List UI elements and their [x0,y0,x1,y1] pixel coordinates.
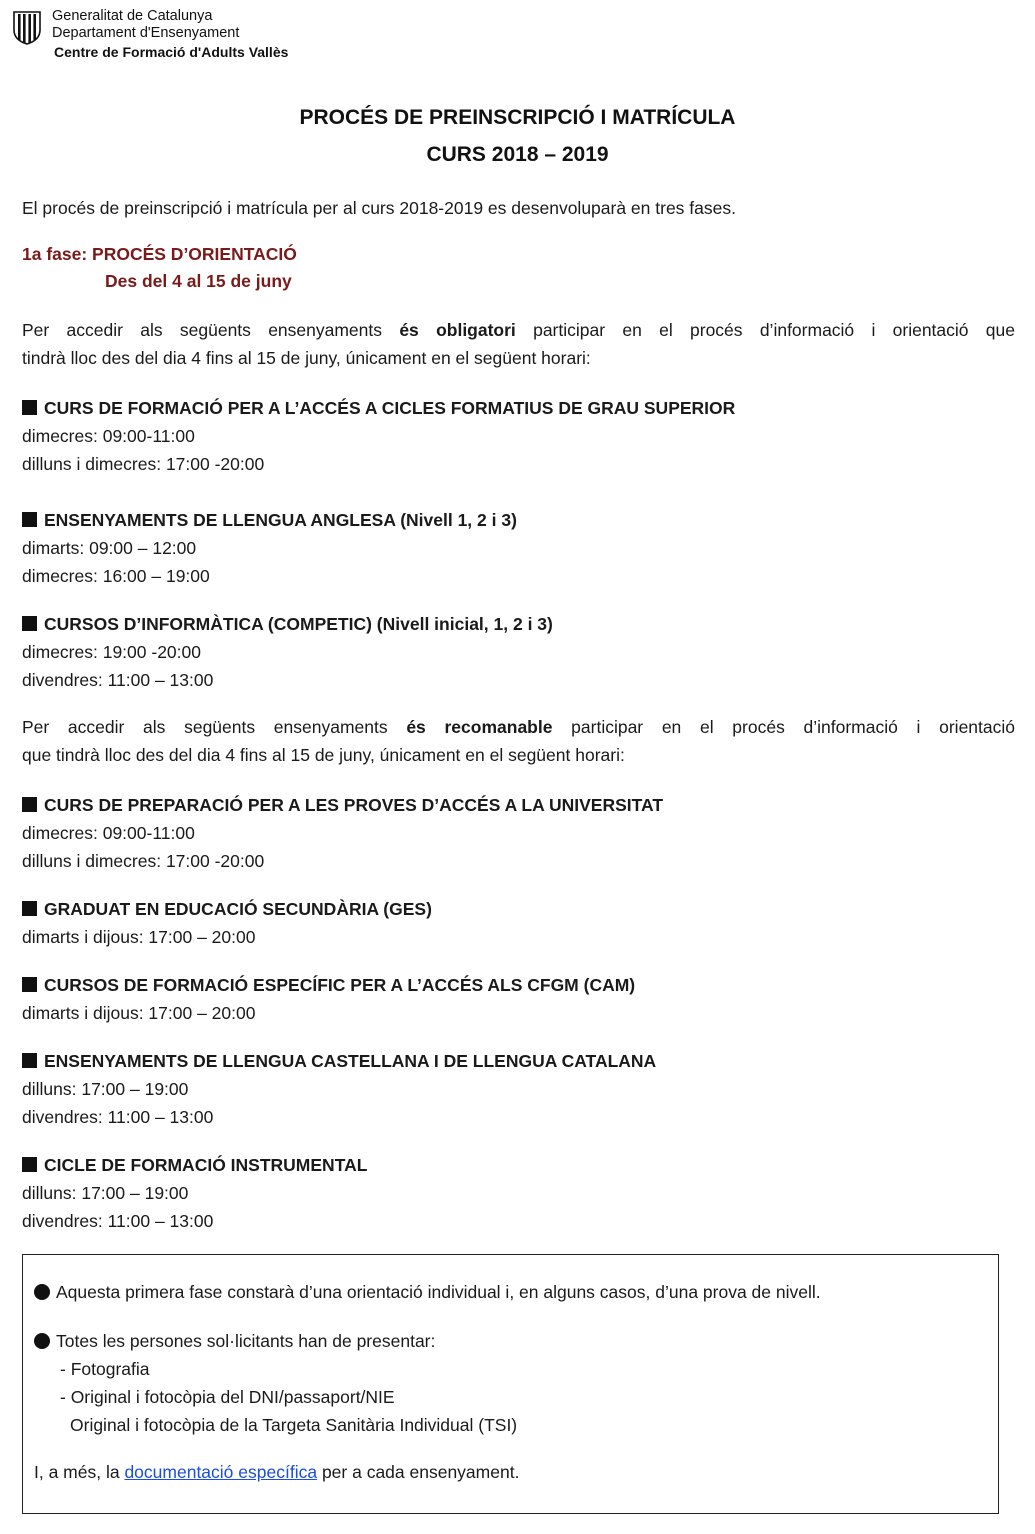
section-title-text: CICLE DE FORMACIÓ INSTRUMENTAL [44,1155,368,1175]
schedule-line: dimarts i dijous: 17:00 – 20:00 [22,927,256,947]
box-item-1: - Fotografia [60,1359,150,1379]
square-bullet-icon [22,797,37,812]
section-cam [22,971,635,1027]
square-bullet-icon [22,400,37,415]
schedule-line: dilluns: 17:00 – 19:00 [22,1183,189,1203]
section-title-text: CURSOS D’INFORMÀTICA (COMPETIC) (Nivell inicial, 1, 2 i 3) [44,614,553,634]
mandatory-bold-2: obligatori [436,320,516,340]
phase-label: 1a fase: PROCÉS D’ORIENTACIÓ [22,244,297,264]
section-title-text: CURS DE FORMACIÓ PER A L’ACCÉS A CICLES FORMATIUS DE GRAU SUPERIOR [44,398,736,418]
box-footer-post: per a cada ensenyament. [317,1462,520,1482]
schedule-line: dimecres: 16:00 – 19:00 [22,566,210,586]
section-informatica [22,610,553,694]
mandatory-bold-1: és [399,320,419,340]
square-bullet-icon [22,512,37,527]
section-title-text: GRADUAT EN EDUCACIÓ SECUNDÀRIA (GES) [44,899,432,919]
section-title [22,971,635,999]
section-instrumental [22,1151,367,1235]
page-subtitle: CURS 2018 – 2019 [426,143,609,166]
schedule-line: divendres: 11:00 – 13:00 [22,1107,214,1127]
box-bullet-1 [34,1278,821,1306]
section-title [22,1047,656,1075]
schedule-line: dilluns i dimecres: 17:00 -20:00 [22,851,265,871]
schedule-line: dimarts: 09:00 – 12:00 [22,538,197,558]
section-llengua [22,1047,656,1131]
schedule-line: divendres: 11:00 – 13:00 [22,1211,214,1231]
schedule-line: dilluns: 17:00 – 19:00 [22,1079,189,1099]
mandatory-line-2: tindrà lloc des del dia 4 fins al 15 de juny, únicament en el següent horari: [22,348,591,368]
section-title [22,610,553,638]
box-footer-pre: I, a més, la [34,1462,125,1482]
header-line-3: Centre de Formació d'Adults Vallès [54,44,289,60]
section-ges [22,895,432,951]
schedule-line: dimarts i dijous: 17:00 – 20:00 [22,1003,256,1023]
box-bullet-1-text: Aquesta primera fase constarà d’una orientació individual i, en alguns casos, d’una prova de nivell. [56,1282,821,1302]
section-title-text: ENSENYAMENTS DE LLENGUA CASTELLANA I DE LLENGUA CATALANA [44,1051,657,1071]
square-bullet-icon [22,616,37,631]
page-title: PROCÉS DE PREINSCRIPCIÓ I MATRÍCULA [299,106,736,129]
section-title [22,791,663,819]
section-angles [22,506,517,590]
circle-bullet-icon [34,1284,50,1300]
mandatory-line-1 [22,316,1015,344]
schedule-line: dimecres: 09:00-11:00 [22,426,195,446]
header-line-2: Departament d'Ensenyament [52,25,240,41]
section-title-text: ENSENYAMENTS DE LLENGUA ANGLESA (Nivell 1, 2 i 3) [44,510,517,530]
section-title [22,394,735,422]
documentacio-especifica-link[interactable]: documentació específica [124,1462,318,1482]
section-title [22,1151,367,1179]
section-cfgs [22,394,735,478]
section-title-text: CURSOS DE FORMACIÓ ESPECÍFIC PER A L’ACCÉS ALS CFGM (CAM) [44,975,636,995]
recommended-bold-2: recomanable [444,717,553,737]
recommended-paragraph [22,713,1015,769]
recommended-post: participar en el procés d’informació i orientació [552,717,1016,737]
header-line-1: Generalitat de Catalunya [52,8,213,24]
schedule-line: dilluns i dimecres: 17:00 -20:00 [22,454,265,474]
section-title [22,895,432,923]
schedule-line: dimecres: 09:00-11:00 [22,823,195,843]
circle-bullet-icon [34,1333,50,1349]
mandatory-pre: Per accedir als següents ensenyaments [22,320,400,340]
schedule-line: divendres: 11:00 – 13:00 [22,670,214,690]
square-bullet-icon [22,1053,37,1068]
intro-text: El procés de preinscripció i matrícula per al curs 2018-2019 es desenvoluparà en tres fases. [22,198,736,218]
box-footer [34,1458,519,1486]
generalitat-logo-icon [12,10,42,46]
recommended-line-2: que tindrà lloc des del dia 4 fins al 15 de juny, únicament en el següent horari: [22,745,625,765]
section-title [22,506,517,534]
mandatory-post: participar en el procés d’informació i orientació que [515,320,1015,340]
recommended-pre: Per accedir als següents ensenyaments [22,717,407,737]
square-bullet-icon [22,901,37,916]
mandatory-paragraph [22,316,1015,372]
recommended-line-1 [22,713,1015,741]
recommended-bold-1: és [406,717,426,737]
box-bullet-2 [34,1327,435,1355]
section-title-text: CURS DE PREPARACIÓ PER A LES PROVES D’ACCÉS A LA UNIVERSITAT [44,795,664,815]
box-item-3: Original i fotocòpia de la Targeta Sanitària Individual (TSI) [70,1415,518,1435]
schedule-line: dimecres: 19:00 -20:00 [22,642,201,662]
section-universitat [22,791,663,875]
phase-dates: Des del 4 al 15 de juny [105,271,292,291]
square-bullet-icon [22,977,37,992]
box-item-2: - Original i fotocòpia del DNI/passaport/NIE [60,1387,395,1407]
square-bullet-icon [22,1157,37,1172]
box-bullet-2-text: Totes les persones sol·licitants han de presentar: [56,1331,436,1351]
info-box [22,1254,999,1514]
